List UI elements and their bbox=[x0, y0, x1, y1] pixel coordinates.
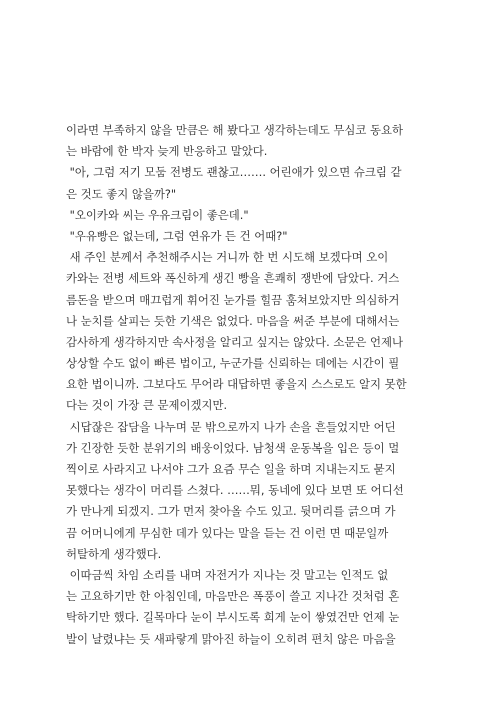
text-line: 름돈을 받으며 매끄럽게 휘어진 눈가를 힐끔 훔쳐보았지만 의심하거 bbox=[66, 292, 400, 307]
text-line: 발이 날렸냐는 듯 새파랗게 맑아진 하늘이 오히려 편치 않은 마음을 bbox=[66, 631, 396, 646]
text-line: 못했다는 생각이 머리를 스쳤다. ……뭐, 동네에 있다 보면 또 어디선 bbox=[66, 483, 404, 498]
text-line: 새 주인 분께서 추천해주시는 거니까 한 번 시도해 보겠다며 오이 bbox=[66, 250, 389, 265]
text-line: 는 고요하기만 한 아침인데, 마음만은 폭풍이 쓸고 지나간 것처럼 혼 bbox=[66, 589, 400, 604]
text-line: 가 만나게 되겠지. 그가 먼저 찾아올 수도 있고. 뒷머리를 긁으며 가 bbox=[66, 504, 396, 519]
text-line: 는 바람에 한 박자 늦게 반응하고 말았다. bbox=[66, 144, 268, 159]
text-line: 허탈하게 생각했다. bbox=[66, 546, 162, 561]
text-line: "우유빵은 없는데, 그럼 연유가 든 건 어때?" bbox=[66, 228, 288, 243]
text-line: 카와는 전병 세트와 폭신하게 생긴 빵을 흔쾌히 쟁반에 담았다. 거스 bbox=[66, 271, 400, 286]
text-line: 상상할 수도 없이 빠른 법이고, 누군가를 신뢰하는 데에는 시간이 필 bbox=[66, 356, 400, 371]
text-line: 나 눈치를 살피는 듯한 기색은 없었다. 마음을 써준 부분에 대해서는 bbox=[66, 313, 400, 328]
text-line: "오이카와 씨는 우유크림이 좋은데." bbox=[66, 207, 249, 222]
text-line: 은 것도 좋지 않을까?" bbox=[66, 186, 177, 201]
text-line: 감사하게 생각하지만 속사정을 알리고 싶지는 않았다. 소문은 언제나 bbox=[66, 334, 404, 349]
text-line: 이따금씩 차임 소리를 내며 자전거가 지나는 것 말고는 인적도 없 bbox=[66, 567, 389, 582]
text-line: 끔 어머니에게 무심한 데가 있다는 말을 듣는 건 이런 면 때문일까 bbox=[66, 525, 389, 540]
text-line: 요한 법이니까. 그보다도 무어라 대답하면 좋을지 스스로도 알지 못한 bbox=[66, 377, 407, 392]
body-text bbox=[66, 120, 434, 650]
text-line: 다는 것이 가장 큰 문제이겠지만. bbox=[66, 398, 228, 413]
text-line: "아, 그럼 저기 모둠 전병도 괜찮고……. 어린애가 있으면 슈크림 같 bbox=[66, 165, 402, 180]
text-line: 이라면 부족하지 않을 만큼은 해 봤다고 생각하는데도 무심코 동요하 bbox=[66, 123, 404, 137]
text-line: 시답잖은 잡담을 나누며 문 밖으로까지 나가 손을 흔들었지만 어딘 bbox=[66, 419, 396, 434]
text-line: 가 긴장한 듯한 분위기의 배웅이었다. 남청색 운동복을 입은 등이 멀 bbox=[66, 440, 400, 455]
text-line: 찍이로 사라지고 나서야 그가 요즘 무슨 일을 하며 지내는지도 묻지 bbox=[66, 462, 396, 476]
text-line: 탁하기만 했다. 길목마다 눈이 부시도록 희게 눈이 쌓였건만 언제 눈 bbox=[66, 610, 400, 625]
